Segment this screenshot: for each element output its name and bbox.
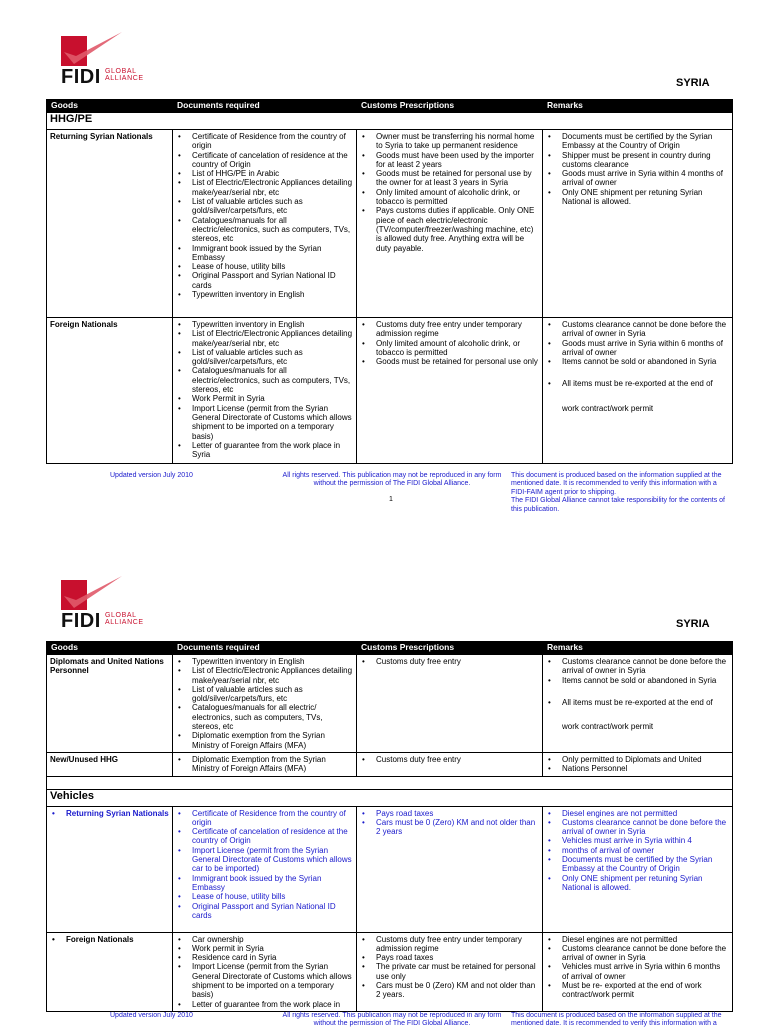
goods-cell: Foreign Nationals — [47, 318, 173, 464]
remarks-cell — [543, 655, 733, 753]
list-item: • Certificate of cancelation of residence at the country of Origin — [176, 151, 353, 170]
header-customs: Customs Prescriptions — [357, 642, 543, 655]
list-item: • Must be re- exported at the end of work contract/work permit — [546, 981, 729, 1000]
logo-subtitle: GLOBAL ALLIANCE — [105, 612, 144, 626]
list-item: • Vehicles must arrive in Syria within 6 months of arrival of owner — [546, 962, 729, 981]
footer-disclaimer-1: This document is produced based on the information supplied at the mentioned date. It is recommended to verify this information with a FIDI-FAIM agent prior to shipping. — [511, 472, 722, 496]
customs-cell — [357, 318, 543, 464]
remarks-cell — [543, 806, 733, 932]
remarks-continuation: work contract/work permit — [562, 722, 654, 732]
list-item: • Only permitted to Diplomats and United — [546, 755, 729, 764]
list-item: • Diplomatic Exemption from the Syrian Ministry of Foreign Affairs (MFA) — [176, 755, 353, 774]
table-row — [47, 318, 733, 464]
list-item: • Typewritten inventory in English — [176, 320, 353, 329]
table-header-row — [47, 642, 733, 655]
list-item: • Customs duty free entry under temporary admission regime — [360, 935, 539, 954]
fidi-logo — [52, 30, 172, 96]
header-documents: Documents required — [173, 100, 357, 113]
list-item: • Pays road taxes — [360, 953, 539, 962]
spacer-row — [47, 776, 733, 789]
customs-table-1 — [46, 99, 733, 464]
footer-updated: Updated version July 2010 — [110, 1012, 193, 1019]
list-item: • Vehicles must arrive in Syria within 4 — [546, 836, 729, 845]
header-remarks: Remarks — [543, 642, 733, 655]
logo-name: FIDI — [61, 66, 101, 88]
fidi-logo — [52, 574, 172, 640]
list-item: • All items must be re-exported at the end of — [546, 698, 729, 707]
goods-cell — [47, 806, 173, 932]
list-item: • List of Electric/Electronic Appliances detailing make/year/serial nbr, etc — [176, 178, 353, 197]
list-item: • Import License (permit from the Syrian General Directorate of Customs which allows shipment to be imported on a temporary basis) — [176, 962, 353, 999]
section-title: HHG/PE — [47, 113, 733, 130]
list-item: • Catalogues/manuals for all electric/electronics, such as computers, TVs, stereos, etc — [176, 366, 353, 394]
list-item: • Lease of house, utility bills — [176, 892, 353, 901]
header-documents: Documents required — [173, 642, 357, 655]
list-item: • Goods must have been used by the importer for at least 2 years — [360, 151, 539, 170]
customs-cell — [357, 130, 543, 318]
table-row — [47, 806, 733, 932]
list-item: • Only ONE shipment per retuning Syrian National is allowed. — [546, 874, 729, 893]
list-item: • Immigrant book issued by the Syrian Embassy — [176, 874, 353, 893]
list-item: • Customs duty free entry under temporary admission regime — [360, 320, 539, 339]
list-item: • All items must be re-exported at the end of — [546, 379, 729, 388]
footer-disclaimer-2: The FIDI Global Alliance cannot take responsibility for the contents of this publication. — [511, 497, 726, 513]
list-item: • Documents must be certified by the Syrian Embassy at the Country of Origin — [546, 132, 729, 151]
goods-cell: Diplomats and United Nations Personnel — [47, 655, 173, 753]
docs-cell — [173, 806, 357, 932]
list-item: • Diesel engines are not permitted — [546, 935, 729, 944]
list-item: • Customs clearance cannot be done before the arrival of owner in Syria — [546, 657, 729, 676]
remarks-cell — [543, 318, 733, 464]
section-row — [47, 113, 733, 130]
header-goods: Goods — [47, 642, 173, 655]
list-item: • Customs clearance cannot be done before the arrival of owner in Syria — [546, 944, 729, 963]
header-customs: Customs Prescriptions — [357, 100, 543, 113]
list-item: • Lease of house, utility bills — [176, 262, 353, 271]
customs-cell — [357, 806, 543, 932]
footer-updated: Updated version July 2010 — [110, 472, 193, 479]
list-item: • Pays road taxes — [360, 809, 539, 818]
list-item: • Import License (permit from the Syrian General Directorate of Customs which allows shipment to be imported on a temporary basis) — [176, 404, 353, 441]
list-item: • Documents must be certified by the Syrian Embassy at the Country of Origin — [546, 855, 729, 874]
list-item: • Original Passport and Syrian National ID cards — [176, 902, 353, 921]
list-item: • Work Permit in Syria — [176, 394, 353, 403]
list-item: • Items cannot be sold or abandoned in Syria — [546, 676, 729, 685]
list-item: • Shipper must be present in country during customs clearance — [546, 151, 729, 170]
list-item: • Customs duty free entry — [360, 657, 539, 666]
list-item: • Certificate of cancelation of residence at the country of Origin — [176, 827, 353, 846]
list-item: • Original Passport and Syrian National ID cards — [176, 271, 353, 290]
table-row — [47, 932, 733, 1011]
list-item: • List of valuable articles such as gold/silver/carpets/furs, etc — [176, 197, 353, 216]
list-item: • List of valuable articles such as gold/silver/carpets/furs, etc — [176, 685, 353, 704]
docs-cell — [173, 130, 357, 318]
page-number: 1 — [389, 496, 393, 503]
list-item: • Goods must arrive in Syria within 4 months of arrival of owner — [546, 169, 729, 188]
goods-cell — [47, 932, 173, 1011]
list-item: • The private car must be retained for personal use only — [360, 962, 539, 981]
list-item: • Immigrant book issued by the Syrian Embassy — [176, 244, 353, 263]
list-item: • List of Electric/Electronic Appliances detailing make/year/serial nbr, etc — [176, 329, 353, 348]
section-row — [47, 789, 733, 806]
docs-cell — [173, 655, 357, 753]
list-item: • List of HHG/PE in Arabic — [176, 169, 353, 178]
list-item: • Certificate of Residence from the country of origin — [176, 132, 353, 151]
list-item: • Owner must be transferring his normal home to Syria to take up permanent residence — [360, 132, 539, 151]
table-row — [47, 130, 733, 318]
spacer-cell — [47, 776, 733, 789]
docs-cell — [173, 318, 357, 464]
page-2 — [0, 540, 768, 1028]
docs-cell — [173, 932, 357, 1011]
table-row — [47, 655, 733, 753]
footer-disclaimer: This document is produced based on the information supplied at the mentioned date. It is recommended to verify this information with a — [511, 1012, 722, 1028]
list-item: • Catalogues/manuals for all electric/ electronics, such as computers, TVs, stereos, etc — [176, 703, 353, 731]
list-item: • Customs clearance cannot be done before the arrival of owner in Syria — [546, 320, 729, 339]
list-item: • Letter of guarantee from the work place in — [176, 1000, 353, 1009]
goods-cell: Returning Syrian Nationals — [47, 130, 173, 318]
list-item: • Customs clearance cannot be done before the arrival of owner in Syria — [546, 818, 729, 837]
table-row — [47, 752, 733, 776]
customs-cell — [357, 655, 543, 753]
header-goods: Goods — [47, 100, 173, 113]
list-item: • Items cannot be sold or abandoned in Syria — [546, 357, 729, 366]
list-item: • Typewritten inventory in English — [176, 290, 353, 299]
section-title: Vehicles — [47, 789, 733, 806]
list-item: • Only ONE shipment per retuning Syrian National is allowed. — [546, 188, 729, 207]
list-item: • Typewritten inventory in English — [176, 657, 353, 666]
logo-subtitle: GLOBAL ALLIANCE — [105, 68, 144, 82]
list-item: • Catalogues/manuals for all electric/electronics, such as computers, TVs, stereos, etc — [176, 216, 353, 244]
remarks-cell — [543, 932, 733, 1011]
country-title: SYRIA — [676, 618, 710, 630]
list-item: • Nations Personnel — [546, 764, 729, 773]
list-item: • Certificate of Residence from the country of origin — [176, 809, 353, 828]
list-item: • List of Electric/Electronic Appliances detailing make/year/serial nbr, etc — [176, 666, 353, 685]
list-item: • Cars must be 0 (Zero) KM and not older than 2 years — [360, 818, 539, 837]
customs-cell — [357, 932, 543, 1011]
header-remarks: Remarks — [543, 100, 733, 113]
remarks-cell — [543, 752, 733, 776]
list-item: • Only limited amount of alcoholic drink, or tobacco is permitted — [360, 339, 539, 358]
list-item: • Only limited amount of alcoholic drink, or tobacco is permitted — [360, 188, 539, 207]
list-item: • Letter of guarantee from the work place in Syria — [176, 441, 353, 460]
list-item: • Goods must be retained for personal use only — [360, 357, 539, 366]
docs-cell — [173, 752, 357, 776]
list-item: • Import License (permit from the Syrian General Directorate of Customs which allows car to be imported) — [176, 846, 353, 874]
list-item: • Pays customs duties if applicable. Only ONE piece of each electric/electronic (TV/computer/freezer/washing machine, etc) is allowed duty free. Anything extra will be duty payable. — [360, 206, 539, 252]
country-title: SYRIA — [676, 77, 710, 89]
list-item: • Diesel engines are not permitted — [546, 809, 729, 818]
footer-rights: All rights reserved. This publication may not be reproduced in any form without the permission of The FIDI Global Alliance. — [282, 472, 502, 488]
list-item: • Goods must arrive in Syria within 6 months of arrival of owner — [546, 339, 729, 358]
customs-cell — [357, 752, 543, 776]
list-item: • List of valuable articles such as gold/silver/carpets/furs, etc — [176, 348, 353, 367]
list-item: • Car ownership — [176, 935, 353, 944]
goods-item: • Foreign Nationals — [50, 935, 169, 944]
list-item: • Diplomatic exemption from the Syrian Ministry of Foreign Affairs (MFA) — [176, 731, 353, 750]
remarks-continuation: work contract/work permit — [562, 403, 654, 413]
list-item: • months of arrival of owner — [546, 846, 729, 855]
remarks-cell — [543, 130, 733, 318]
table-header-row — [47, 100, 733, 113]
list-item: • Goods must be retained for personal use by the owner for at least 3 years in Syria — [360, 169, 539, 188]
footer-rights: All rights reserved. This publication may not be reproduced in any form without the permission of The FIDI Global Alliance. — [282, 1012, 502, 1028]
footer-disclaimer — [511, 472, 733, 514]
customs-table-2 — [46, 641, 733, 1012]
goods-item: • Returning Syrian Nationals — [50, 809, 169, 818]
list-item: • Cars must be 0 (Zero) KM and not older than 2 years. — [360, 981, 539, 1000]
list-item: • Work permit in Syria — [176, 944, 353, 953]
goods-cell: New/Unused HHG — [47, 752, 173, 776]
list-item: • Residence card in Syria — [176, 953, 353, 962]
list-item: • Customs duty free entry — [360, 755, 539, 764]
logo-name: FIDI — [61, 610, 101, 632]
